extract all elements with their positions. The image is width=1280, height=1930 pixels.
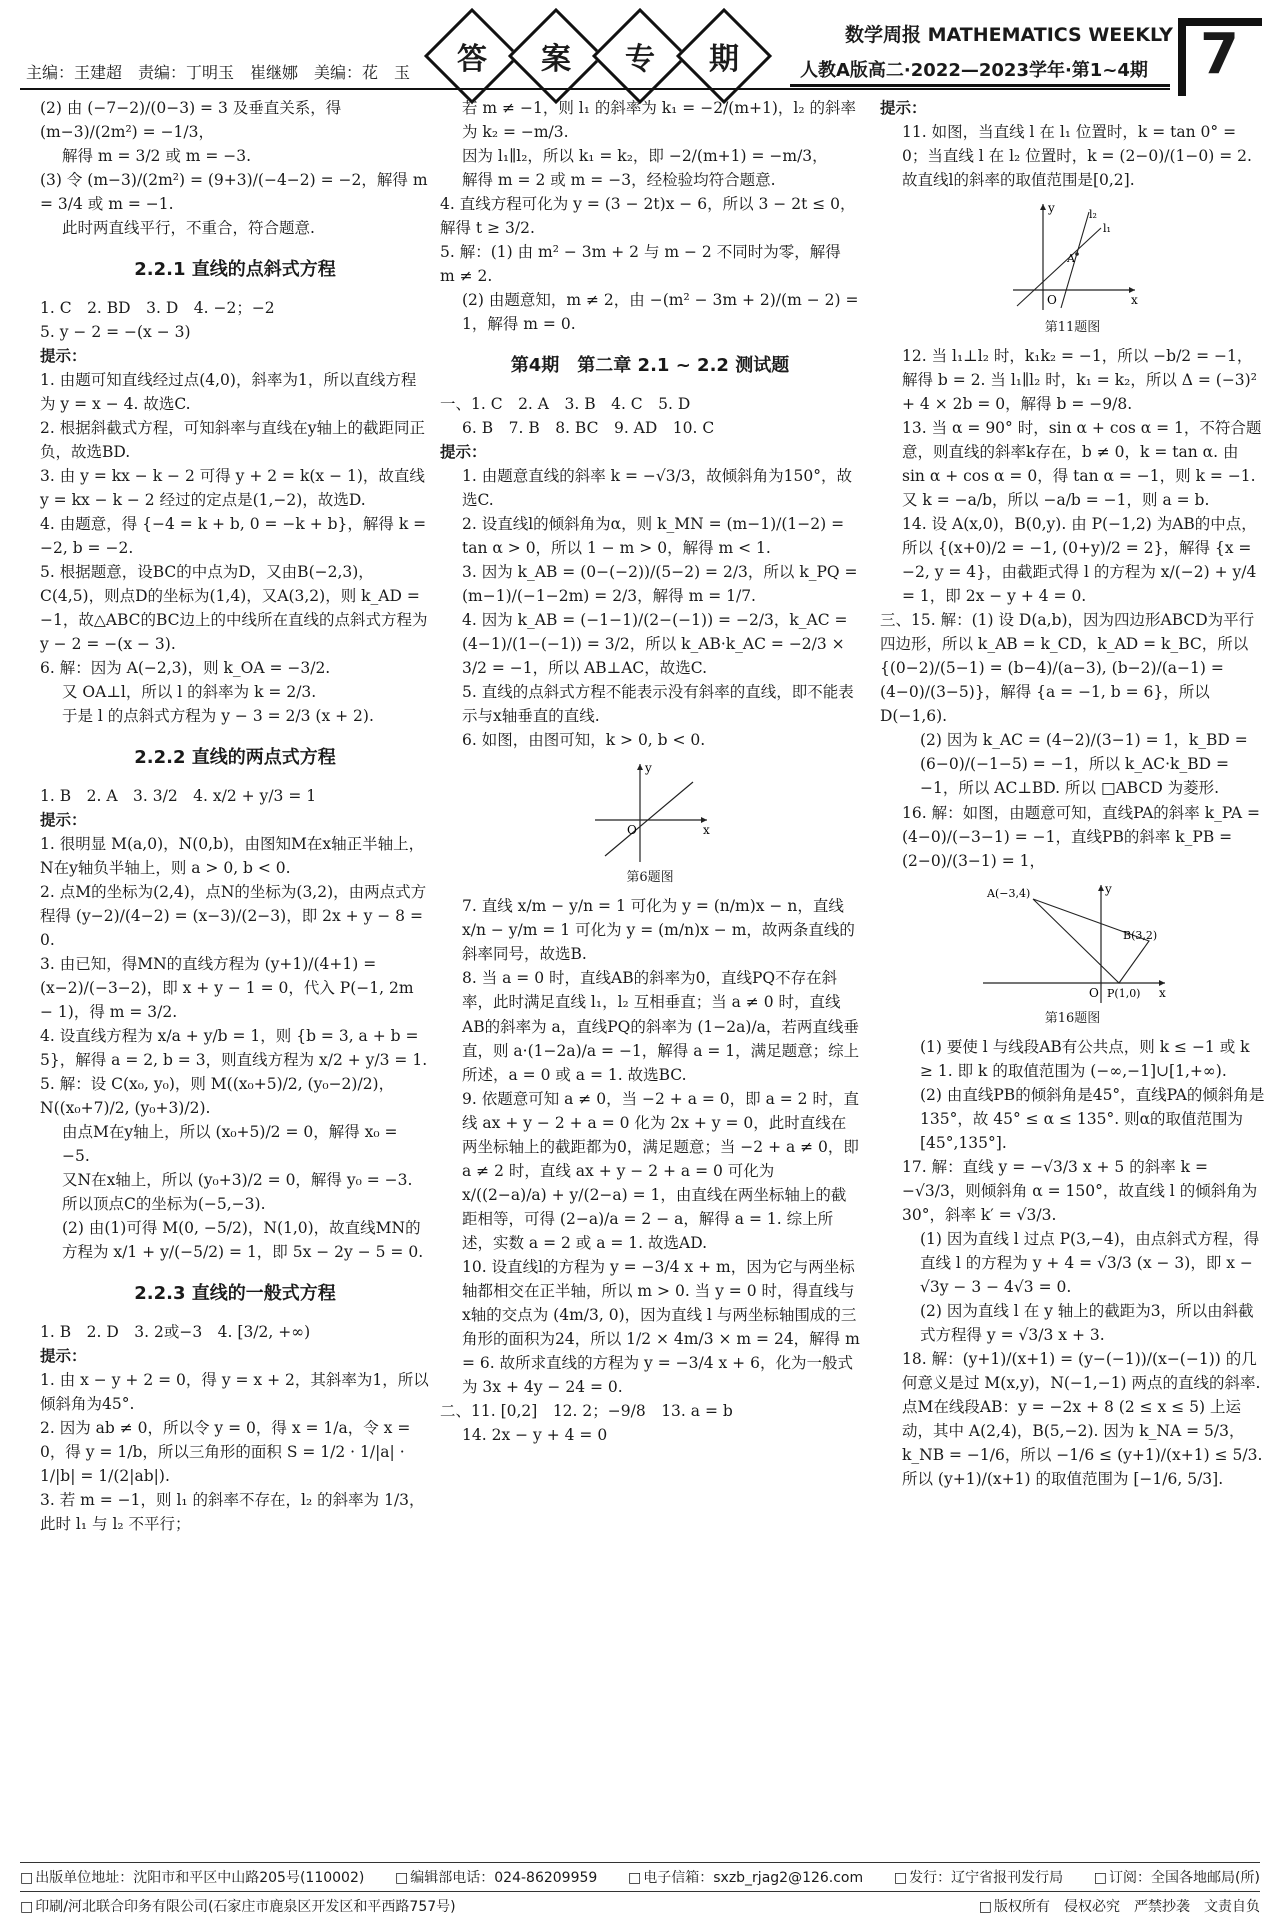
text-line: 提示： bbox=[40, 1346, 87, 1366]
text-line: 1. B 2. D 3. 2或−3 4. [3/2, +∞) bbox=[40, 1323, 311, 1342]
section-heading: 2.2.2 直线的两点式方程 bbox=[134, 747, 336, 769]
text-line: 2. 根据斜截式方程，可知斜率与直线在y轴上的截距同正负，故选BD. bbox=[40, 419, 425, 462]
point-b-label: B(3,2) bbox=[1122, 928, 1157, 942]
text-line: 此时两直线平行，不重合，符合题意. bbox=[62, 219, 315, 238]
text-line: 14. 设 A(x,0)，B(0,y). 由 P(−1,2) 为AB的中点，所以 {(x+0)/2 = −1, (0+y)/2 = 2}，解得 {x = −2, y = 4}，由截距式得 l 的方程为 x/(−2) + y/4 = 1，即 2x − y + 4 = 0. bbox=[902, 515, 1262, 606]
text-line: 3. 由已知，得MN的直线方程为 (y+1)/(4+1) = (x−2)/(−3−2)，即 x + y − 1 = 0，代入 P(−1, 2m − 1)，得 m = 3/2. bbox=[40, 955, 419, 1022]
text-line: 6. 如图，由图可知，k > 0, b < 0. bbox=[462, 731, 706, 750]
text-line: (3) 令 (m−3)/(2m²) = (9+3)/(−4−2) = −2，解得 m = 3/4 或 m = −1. bbox=[40, 171, 433, 214]
text-line: (2) 由直线PB的倾斜角是45°，直线PA的倾斜角是135°，故 45° ≤ α ≤ 135°. 则α的取值范围为[45°,135°]. bbox=[920, 1085, 1265, 1152]
origin-label: O bbox=[1046, 293, 1057, 308]
footer-email: □ 电子信箱：sxzb_rjag2@126.com bbox=[628, 1867, 863, 1887]
text-line: 提示： bbox=[40, 346, 87, 366]
text-line: 1. B 2. A 3. 3/2 4. x/2 + y/3 = 1 bbox=[40, 787, 317, 806]
text-line: 11. 如图，当直线 l 在 l₁ 位置时，k = tan 0° = 0；当直线 l 在 l₂ 位置时，k = (2−0)/(1−0) = 2. 故直线l的斜率的取值范围是[0,2]. bbox=[902, 123, 1257, 190]
point-a-label: A(−3,4) bbox=[986, 886, 1030, 900]
text-line: 2. 设直线l的倾斜角为α，则 k_MN = (m−1)/(1−2) = tan α > 0，所以 1 − m > 0，解得 m < 1. bbox=[462, 515, 850, 558]
text-line: 6. 解：因为 A(−2,3)，则 k_OA = −3/2. bbox=[40, 659, 331, 678]
section-heading: 2.2.1 直线的点斜式方程 bbox=[134, 259, 336, 281]
text-line: 4. 由题意，得 {−4 = k + b, 0 = −k + b}，解得 k = −2, b = −2. bbox=[40, 515, 432, 558]
text-line: 2. 点M的坐标为(2,4)，点N的坐标为(3,2)，由两点式方程得 (y−2)/(4−2) = (x−3)/(2−3)，即 2x + y − 8 = 0. bbox=[40, 883, 428, 950]
text-line: 5. 解：(1) 由 m² − 3m + 2 与 m − 2 不同时为零，解得 m ≠ 2. bbox=[440, 243, 846, 286]
text-line: 9. 依题意可知 a ≠ 0，当 −2 + a = 0，即 a = 2 时，直线 ax + y − 2 + a = 0 化为 2x + y = 0，此时直线在两坐标轴上的截距都为0，满足题意；当 −2 + a ≠ 0，即 a ≠ 2 时，直线 ax + y − 2 + a = 0 可化为 x/((2−a)/a) + y/(2−a) = 1，由直线在两坐标轴上的截距相等，可得 (2−a)/a = 2 − a，解得 a = 1. 综上所述，实数 a = 2 或 a = 1. 故选AD. bbox=[462, 1089, 864, 1252]
footer-row-1 bbox=[20, 1862, 1260, 1891]
text-line: 三、15. 解：(1) 设 D(a,b)，因为四边形ABCD为平行四边形，所以 k_AB = k_CD，k_AD = k_BC，所以 {(0−2)/(5−1) = (b−4)/(a−3), (b−2)/(a−1) = (4−0)/(3−5)}，解得 {a = −1, b = 6}，所以 D(−1,6). bbox=[880, 611, 1255, 726]
text-line: 于是 l 的点斜式方程为 y − 3 = 2/3 (x + 2). bbox=[62, 707, 374, 726]
text-line: 12. 当 l₁⊥l₂ 时，k₁k₂ = −1，所以 −b/2 = −1，解得 b = 2. 当 l₁∥l₂ 时，k₁ = k₂，所以 Δ = (−3)² + 4 × 2b = 0，解得 b = −9/8. bbox=[902, 347, 1262, 414]
text-line: 1. C 2. BD 3. D 4. −2；−2 bbox=[40, 298, 275, 317]
text-line: (1) 因为直线 l 过点 P(3,−4)，由点斜式方程，得直线 l 的方程为 y + 4 = √3/3 (x − 3)，即 x − √3y − 3 − 4√3 = 0. bbox=[920, 1229, 1260, 1296]
text-line: (1) 要使 l 与线段AB有公共点，则 k ≤ −1 或 k ≥ 1. 即 k 的取值范围为 (−∞,−1]∪[1,+∞). bbox=[920, 1037, 1255, 1080]
figure-caption: 第11题图 bbox=[1044, 320, 1101, 336]
text-line: 5. y − 2 = −(x − 3) bbox=[40, 323, 191, 341]
text-line: 因为 l₁∥l₂，所以 k₁ = k₂，即 −2/(m+1) = −m/3， bbox=[462, 147, 828, 166]
text-line: 又N在x轴上，所以 (y₀+3)/2 = 0，解得 y₀ = −3. bbox=[62, 1171, 413, 1190]
text-line: 提示： bbox=[40, 810, 87, 830]
text-line: 5. 直线的点斜式方程不能表示没有斜率的直线，即不能表示与x轴垂直的直线. bbox=[462, 683, 854, 726]
axis-label-x: x bbox=[1130, 293, 1138, 308]
top-divider bbox=[20, 88, 1170, 90]
text-line: 2. 因为 ab ≠ 0，所以令 y = 0，得 x = 1/a，令 x = 0，得 y = 1/b，所以三角形的面积 S = 1/2 · 1/|a| · 1/|b| = 1/(2|ab|). bbox=[40, 1419, 416, 1486]
text-line: 解得 m = 3/2 或 m = −3. bbox=[62, 147, 252, 166]
column-1 bbox=[40, 96, 433, 1537]
text-line: 7. 直线 x/m − y/n = 1 可化为 y = (n/m)x − n，直线 x/n − y/m = 1 可化为 y = (m/n)x − m，故两条直线的斜率同号，故选B. bbox=[462, 897, 855, 964]
section-heading: 第4期 第二章 2.1 ~ 2.2 测试题 bbox=[510, 355, 790, 377]
line-l1-label: l₁ bbox=[1102, 222, 1111, 236]
text-line: 4. 直线方程可化为 y = (3 − 2t)x − 6，所以 3 − 2t ≤ 0，解得 t ≥ 3/2. bbox=[440, 195, 856, 238]
point-p-label: P(1,0) bbox=[1106, 986, 1140, 1000]
text-line: 若 m ≠ −1，则 l₁ 的斜率为 k₁ = −2/(m+1)，l₂ 的斜率为 k₂ = −m/3. bbox=[462, 99, 857, 142]
page-number: 7 bbox=[1200, 22, 1239, 87]
text-line: 13. 当 α = 90° 时，sin α + cos α = 1，不符合题意，则直线的斜率k存在，b ≠ 0，k = tan α. 由 sin α + cos α = 0，得 tan α = −1，则 k = −1. 又 k = −a/b，所以 −a/b = −1，则 a = b. bbox=[902, 419, 1262, 510]
banner-char: 专 bbox=[592, 8, 688, 104]
text-line: 1. 由题意直线的斜率 k = −√3/3，故倾斜角为150°，故选C. bbox=[462, 467, 853, 510]
text-line: 3. 由 y = kx − k − 2 可得 y + 2 = k(x − 1)，故直线 y = kx − k − 2 经过的定点是(1,−2)，故选D. bbox=[40, 467, 430, 510]
text-line: 17. 解：直线 y = −√3/3 x + 5 的斜率 k = −√3/3，则倾斜角 α = 150°，故直线 l 的倾斜角为30°，斜率 k′ = √3/3. bbox=[902, 1157, 1258, 1224]
figure-11 bbox=[880, 198, 1265, 338]
figure-16 bbox=[880, 879, 1265, 1029]
text-line: 二、11. [0,2] 12. 2；−9/8 13. a = b bbox=[440, 1401, 733, 1420]
axis-label-y: y bbox=[1104, 881, 1112, 896]
text-line: 6. B 7. B 8. BC 9. AD 10. C bbox=[462, 419, 715, 438]
column-2 bbox=[440, 96, 865, 1447]
figure-6-graph bbox=[585, 758, 715, 868]
footer-copyright: □ 版权所有 侵权必究 严禁抄袭 文责自负 bbox=[979, 1896, 1260, 1916]
text-line: 一、1. C 2. A 3. B 4. C 5. D bbox=[440, 395, 691, 414]
figure-6 bbox=[440, 758, 860, 888]
text-line: 3. 若 m = −1，则 l₁ 的斜率不存在，l₂ 的斜率为 1/3，此时 l₁ 与 l₂ 不平行； bbox=[40, 1491, 425, 1534]
editorial-staff: 主编：王建超 责编：丁明玉 崔继娜 美编：花 玉 bbox=[26, 63, 411, 82]
origin-label: O bbox=[627, 823, 637, 838]
text-line: 4. 设直线方程为 x/a + y/b = 1，则 {b = 3, a + b = 5}，解得 a = 2, b = 3，则直线方程为 x/2 + y/3 = 1. bbox=[40, 1027, 428, 1070]
page-header bbox=[0, 0, 1280, 88]
text-line: 18. 解：(y+1)/(x+1) = (y−(−1))/(x−(−1)) 的几何意义是过 M(x,y)，N(−1,−1) 两点的直线的斜率. 点M在线段AB：y = −2x + 8 (2 ≤ x ≤ 5) 上运动，其中 A(2,4)，B(5,−2). 因为 k_NA = 5/3，k_NB = −1/6，所以 −1/6 ≤ (y+1)/(x+1) ≤ 5/3. 所以 (y+1)/(x+1) 的取值范围为 [−1/6, 5/3]. bbox=[902, 1349, 1268, 1488]
text-line: (2) 由 (−7−2)/(0−3) = 3 及垂直关系，得 (m−3)/(2m²) = −1/3， bbox=[40, 99, 347, 142]
figure-11-graph bbox=[1003, 198, 1143, 318]
figure-caption: 第16题图 bbox=[1044, 1010, 1101, 1026]
footer-subscription: □ 订阅：全国各地邮局(所) bbox=[1094, 1867, 1260, 1887]
axis-label-y: y bbox=[1047, 201, 1055, 216]
footer-distribution: □ 发行：辽宁省报刊发行局 bbox=[894, 1867, 1063, 1887]
text-line: 由点M在y轴上，所以 (x₀+5)/2 = 0，解得 x₀ = −5. bbox=[62, 1123, 403, 1166]
banner-char: 期 bbox=[676, 8, 772, 104]
text-line: 提示： bbox=[880, 98, 927, 117]
text-line: 解得 m = 2 或 m = −3，经检验均符合题意. bbox=[462, 171, 776, 190]
text-line: (2) 因为直线 l 在 y 轴上的截距为3，所以由斜截式方程得 y = √3/3 x + 3. bbox=[920, 1301, 1254, 1344]
footer-address: □ 出版单位地址：沈阳市和平区中山路205号(110002) bbox=[20, 1867, 364, 1887]
axis-label-y: y bbox=[645, 761, 652, 776]
text-line: (2) 由(1)可得 M(0, −5/2)，N(1,0)，故直线MN的方程为 x/1 + y/(−5/2) = 1，即 5x − 2y − 5 = 0. bbox=[62, 1219, 424, 1262]
text-line: 5. 解：设 C(x₀, y₀)，则 M((x₀+5)/2, (y₀−2)/2)，N((x₀+7)/2, (y₀+3)/2). bbox=[40, 1075, 395, 1118]
text-line: 1. 很明显 M(a,0)，N(0,b)，由图知M在x轴正半轴上，N在y轴负半轴上，则 a > 0, b < 0. bbox=[40, 835, 425, 878]
axis-label-x: x bbox=[703, 823, 710, 838]
banner-char: 案 bbox=[508, 8, 604, 104]
point-a-label: A bbox=[1066, 252, 1075, 266]
figure-caption: 第6题图 bbox=[626, 870, 674, 886]
footer-phone: □ 编辑部电话：024-86209959 bbox=[395, 1867, 597, 1887]
footer-row-2 bbox=[20, 1891, 1260, 1920]
text-line: (2) 由题意知，m ≠ 2，由 −(m² − 3m + 2)/(m − 2) = 1，解得 m = 0. bbox=[462, 291, 864, 334]
masthead-logo: 数学周报 MATHEMATICS WEEKLY bbox=[845, 24, 1173, 46]
text-line: 8. 当 a = 0 时，直线AB的斜率为0，直线PQ不存在斜率，此时满足直线 l₁，l₂ 互相垂直；当 a ≠ 0 时，直线AB的斜率为 a，直线PQ的斜率为 (1−2a)/a，若两直线垂直，则 a·(1−2a)/a = −1，解得 a = 1，满足题意；综上所述，a = 0 或 a = 1. 故选BC. bbox=[462, 969, 860, 1084]
text-line: 又 OA⊥l，所以 l 的斜率为 k = 2/3. bbox=[62, 683, 317, 702]
header-rule bbox=[790, 84, 1170, 87]
text-line: 1. 由题可知直线经过点(4,0)，斜率为1，所以直线方程为 y = x − 4. 故选C. bbox=[40, 371, 417, 414]
footer-printer: □ 印刷/河北联合印务有限公司(石家庄市鹿泉区开发区和平西路757号) bbox=[20, 1896, 456, 1916]
origin-label: O bbox=[1088, 985, 1099, 1000]
text-line: (2) 因为 k_AC = (4−2)/(3−1) = 1，k_BD = (6−0)/(−1−5) = −1，所以 k_AC·k_BD = −1，所以 AC⊥BD. 所以 □ABCD 为菱形. bbox=[920, 731, 1253, 798]
text-line: 4. 因为 k_AB = (−1−1)/(2−(−1)) = −2/3，k_AC = (4−1)/(1−(−1)) = 3/2，所以 k_AB·k_AC = −2/3 × 3/2 = −1，所以 AB⊥AC，故选C. bbox=[462, 611, 853, 678]
column-3 bbox=[880, 96, 1268, 1491]
text-line: 16. 解：如图，由题意可知，直线PA的斜率 k_PA = (4−0)/(−3−1) = −1，直线PB的斜率 k_PB = (2−0)/(3−1) = 1， bbox=[902, 803, 1265, 870]
text-line: 所以顶点C的坐标为(−5,−3). bbox=[62, 1195, 266, 1214]
line-l2-label: l₂ bbox=[1088, 208, 1097, 222]
text-line: 提示： bbox=[440, 442, 487, 462]
figure-16-graph bbox=[973, 879, 1173, 1009]
edition-info: 人教A版高二·2022—2023学年·第1~4期 bbox=[800, 60, 1148, 81]
text-line: 10. 设直线l的方程为 y = −3/4 x + m，因为它与两坐标轴都相交在正半轴，所以 m > 0. 当 y = 0 时，得直线与x轴的交点为 (4m/3, 0)，因为直线 l 与两坐标轴围成的三角形的面积为24，所以 1/2 × 4m/3 × m = 24，解得 m = 6. 故所求直线的方程为 y = −3/4 x + 6，化为一般式为 3x + 4y − 24 = 0. bbox=[462, 1257, 865, 1396]
section-heading: 2.2.3 直线的一般式方程 bbox=[134, 1283, 336, 1305]
text-line: 1. 由 x − y + 2 = 0，得 y = x + 2，其斜率为1，所以倾斜角为45°. bbox=[40, 1371, 429, 1414]
text-line: 3. 因为 k_AB = (0−(−2))/(5−2) = 2/3，所以 k_PQ = (m−1)/(−1−2m) = 2/3，解得 m = 1/7. bbox=[462, 563, 863, 606]
axis-label-x: x bbox=[1158, 985, 1166, 1000]
answer-banner bbox=[432, 22, 764, 90]
text-line: 14. 2x − y + 4 = 0 bbox=[462, 1425, 608, 1444]
page-footer bbox=[20, 1862, 1260, 1920]
banner-char: 答 bbox=[424, 8, 520, 104]
text-line: 5. 根据题意，设BC的中点为D，又由B(−2,3)，C(4,5)，则点D的坐标为(1,4)，又A(3,2)，则 k_AD = −1，故△ABC的BC边上的中线所在直线的点斜式方程为 y − 2 = −(x − 3). bbox=[40, 563, 433, 654]
